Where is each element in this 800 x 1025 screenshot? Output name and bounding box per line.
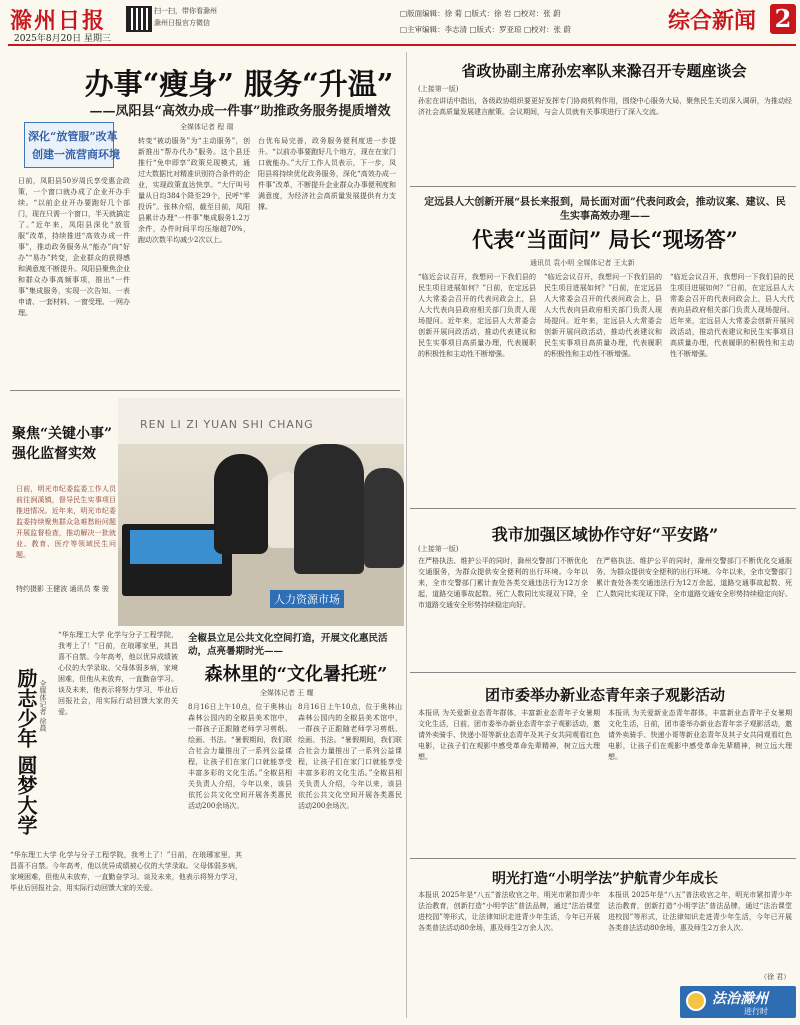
- section-title: 综合新闻: [668, 8, 757, 34]
- masthead-rule: [8, 44, 796, 46]
- article6-byline: (上接第一版): [418, 545, 459, 553]
- issue-date: 2025年8月20日 星期三: [14, 34, 111, 44]
- article5-body-col2: “临近会议召开，我想问一下我们县的民生项目进展如何？”日前，在定远县人大常委会召开的代表问政会上，县人大代表向县政府相关部门负责人现场提问。近年来，定远县人大常委会创新开展问政活动，推动代表建议和民生实事项目高质量办理，代表履职的积极性和主动性不断增强。: [544, 273, 662, 358]
- article6-headline: 我市加强区域协作守好“平安路”: [491, 525, 719, 544]
- newspaper-logo: 滁州日报: [10, 8, 107, 34]
- article4-byline: (上接第一版): [418, 85, 459, 93]
- wechat-title: 扫一扫，带你看滁州: [154, 7, 217, 15]
- article4-headline: 省政协副主席孙宏率队来滁召开专题座谈会: [461, 62, 747, 80]
- article6-body-col1: 在严格执法、维护公平的同时，滁州交警部门不断优化交通服务，为群众提供安全便利的出行环境。今年以来，全市交警部门累计查处各类交通违法行为12万余起，道路交通事故起数、死亡人数同比实现双下降，全市道路交通安全形势持续稳定向好。: [418, 557, 588, 609]
- footer-brand-title: 法治滁州: [712, 991, 768, 1007]
- wechat-qr-code: [126, 6, 152, 32]
- article8-author: （徐 君）: [760, 973, 791, 981]
- wechat-subtitle: 滁州日报官方微信: [154, 19, 210, 27]
- photo-kiosk-screen: [130, 530, 222, 564]
- article1-body-col2: 转变“被动服务”为“主动服务”，创新推出“帮办代办”服务。这个县还推行“免申即享”政策兑现模式，通过大数据比对精准识别符合条件的企业，实现政策直达快享。“大厅叫号量从日均384个降至29个，民呼“零投诉”。张林介绍，截至目前，凤阳县累计办理“一件事”集成服务1.2万余件，办件时间平均压缩超70%，跑动次数平均减少2次以上。: [138, 137, 250, 244]
- article1-byline: 全媒体记者 程 瑞: [180, 123, 234, 131]
- article5-headline: 代表“当面问” 局长“现场答”: [472, 227, 738, 252]
- article7-bottom-rule: [410, 858, 796, 859]
- photo-person-right: [294, 444, 364, 574]
- article3-body-col2: 8月16日上午10点，位于奥林山森林公园内的全椒县美术馆中，一群孩子正跟随老师学习剪纸、绘画、书法。“暑假期间，我们联合社会力量推出了一系列公益课程，让孩子们在家门口就能享受丰富多彩的文化生活。”全椒县相关负责人介绍，今年以来，该县依托公共文化空间开展各类惠民活动200余场次。: [298, 703, 402, 810]
- column-divider: [406, 52, 407, 1018]
- article1-body-col3: 台优布局完善，政务服务便利度进一步提升。“以前办事要跑好几个地方，现在在家门口就能办。”大厅工作人员表示，下一步，凤阳县将持续优化政务服务，深化“高效办成一件事”改革，不断提升企业群众办事便利度和满意度，为经济社会高质量发展提供有力支撑。: [258, 137, 396, 211]
- article3-headline: 森林里的“文化暑托班”: [204, 664, 388, 685]
- article6-bottom-rule: [410, 672, 796, 673]
- article8-headline: 明光打造“小明学法”护航青少年成长: [491, 871, 719, 887]
- photo-person-far-right: [364, 468, 404, 568]
- article1-subhead: ——凤阳县“高效办成一件事”助推政务服务提质增效: [89, 104, 391, 119]
- article4-body: 孙宏在讲话中指出，各级政协组织要更好发挥专门协商机构作用，围绕中心服务大局，聚焦民生关切深入调研，为推动经济社会高质量发展建言献策。会议期间，与会人员就有关事项进行了深入交流。: [418, 97, 792, 116]
- footer-brand-subtitle: 进行时: [744, 1007, 768, 1016]
- article5-body-col1: “临近会议召开，我想问一下我们县的民生项目进展如何？”日前，在定远县人大常委会召开的代表问政会上，县人大代表向县政府相关部门负责人现场提问。近年来，定远县人大常委会创新开展问政活动，推动代表建议和民生实事项目高质量办理，代表履职的积极性和主动性不断增强。: [418, 273, 536, 358]
- article1-body-col1: 日前，凤阳县50岁周氏享受惠企政策，一个窗口就办成了企业开办手续。“以前企业开办要跑好几个部门，现在只需一个窗口，半天就搞定了。”近年来，凤阳县深化“放管服”改革，持续推进“高效办成一件事”，推动政务服务从“能办”向“好办”“易办”转变，企业群众的获得感和满意度不断提升。凤阳县聚焦企业和群众办事高频事项，推出“一件事”集成服务，实现一次告知、一表申请、一套材料、一窗受理、一网办理。: [18, 177, 130, 317]
- editor-credits-2: □主审编辑：李志清 □版式：罗亚琼 □校对：张 蔚: [400, 25, 571, 34]
- sidebar-headline: 聚焦“关键小事” 强化监督实效: [12, 426, 113, 462]
- editor-credits-1: □版面编辑：徐 菊 □版式：徐 岩 □校对：张 蔚: [400, 9, 561, 18]
- article7-body-col2: 本报讯 为关爱新业态青年群体，丰富新业态青年子女暑期文化生活，日前，团市委举办新业态青年亲子观影活动，邀请外卖骑手、快递小哥等新业态青年及其子女共同观看红色电影，让孩子们在观影中感受革命先辈精神，树立远大理想。: [608, 709, 792, 761]
- article5-body-col3: “临近会议召开，我想问一下我们县的民生项目进展如何？”日前，在定远县人大常委会召开的代表问政会上，县人大代表向县政府相关部门负责人现场提问。近年来，定远县人大常委会创新开展问政活动，推动代表建议和民生实事项目高质量办理，代表履职的积极性和主动性不断增强。: [670, 273, 794, 358]
- hr-market-photo: [118, 398, 404, 626]
- sidebar-credit: 特约摄影 王健波 通讯员 秦 骏: [16, 585, 109, 593]
- article2-headline: 励志少年 圆梦大学: [14, 668, 38, 835]
- article1-bottom-rule: [10, 390, 400, 391]
- photo-person-left: [214, 454, 268, 554]
- photo-counter-label: 人力资源市场: [270, 590, 344, 608]
- article4-bottom-rule: [410, 186, 796, 187]
- article1-kicker-1: 深化“放管服”改革: [28, 130, 118, 143]
- article5-byline: 通讯员 袁小明 全媒体记者 王太新: [530, 259, 635, 267]
- article2-body-col1: “华东理工大学 化学与分子工程学院，我考上了！”日前，在琅琊家里，其昌喜不自禁。今年高考，他以优异成绩被心仪的大学录取。父母体弱多病，家境困难，但他从未放弃，一直勤奋学习。谈及未来，他表示将努力学习，毕业后回报社会，用实际行动回馈大家的关爱。: [58, 631, 178, 716]
- article8-body-col1: 本报讯 2025年是“八五”普法收官之年，明光市紧扣青少年法治教育，创新打造“小明学法”普法品牌，通过“法治课堂进校园”等形式，让法律知识走进青少年生活，今年已开展各类普法活动80余场，惠及师生2万余人次。: [418, 891, 600, 932]
- article1-kicker-2: 创建一流营商环境: [32, 148, 120, 161]
- article7-headline: 团市委举办新业态青年亲子观影活动: [484, 686, 725, 704]
- footer-brand-emblem-icon: [686, 991, 706, 1011]
- article5-kicker: 定远县人大创新开展“县长来报到，局长面对面”代表问政会，推动议案、建议、民生实事高效办理——: [424, 197, 786, 222]
- article2-byline: 全媒体记者 徐晨: [39, 680, 47, 732]
- article7-body-col1: 本报讯 为关爱新业态青年群体，丰富新业态青年子女暑期文化生活，日前，团市委举办新业态青年亲子观影活动，邀请外卖骑手、快递小哥等新业态青年及其子女共同观看红色电影，让孩子们在观影中感受革命先辈精神，树立远大理想。: [418, 709, 600, 761]
- page-number: 2: [774, 4, 792, 33]
- article3-byline: 全媒体记者 王 耀: [260, 689, 314, 697]
- article3-body-col1: 8月16日上午10点，位于奥林山森林公园内的全椒县美术馆中，一群孩子正跟随老师学习剪纸、绘画、书法。“暑假期间，我们联合社会力量推出了一系列公益课程，让孩子们在家门口就能享受丰富多彩的文化生活。”全椒县相关负责人介绍，今年以来，该县依托公共文化空间开展各类惠民活动200余场次。: [188, 703, 292, 810]
- article1-headline: 办事“瘦身” 服务“升温”: [84, 67, 394, 101]
- photo-sign-text: REN LI ZI YUAN SHI CHANG: [140, 418, 314, 431]
- article8-body-col2: 本报讯 2025年是“八五”普法收官之年，明光市紧扣青少年法治教育，创新打造“小明学法”普法品牌，通过“法治课堂进校园”等形式，让法律知识走进青少年生活，今年已开展各类普法活动80余场，惠及师生2万余人次。: [608, 891, 792, 932]
- article2-body-col2: “华东理工大学 化学与分子工程学院，我考上了！”日前，在琅琊家里，其昌喜不自禁。今年高考，他以优异成绩被心仪的大学录取。父母体弱多病，家境困难，但他从未放弃，一直勤奋学习。谈及未来，他表示将努力学习，毕业后回报社会，用实际行动回馈大家的关爱。: [10, 851, 242, 892]
- sidebar-intro: 日前，明光市纪委监委工作人员前往涧溪镇，督导民生实事项目推进情况。近年来，明光市纪委监委持续聚焦群众急难愁盼问题开展监督检查，推动解决一批就业、教育、医疗等领域民生问题。: [16, 485, 116, 559]
- article3-kicker: 全椒县立足公共文化空间打造，开展文化惠民活动，点亮暑期时光——: [188, 633, 388, 657]
- article5-bottom-rule: [410, 508, 796, 509]
- article6-body-col2: 在严格执法、维护公平的同时，滁州交警部门不断优化交通服务，为群众提供安全便利的出行环境。今年以来，全市交警部门累计查处各类交通违法行为12万余起，道路交通事故起数、死亡人数同比实现双下降，全市道路交通安全形势持续稳定向好。: [596, 557, 792, 598]
